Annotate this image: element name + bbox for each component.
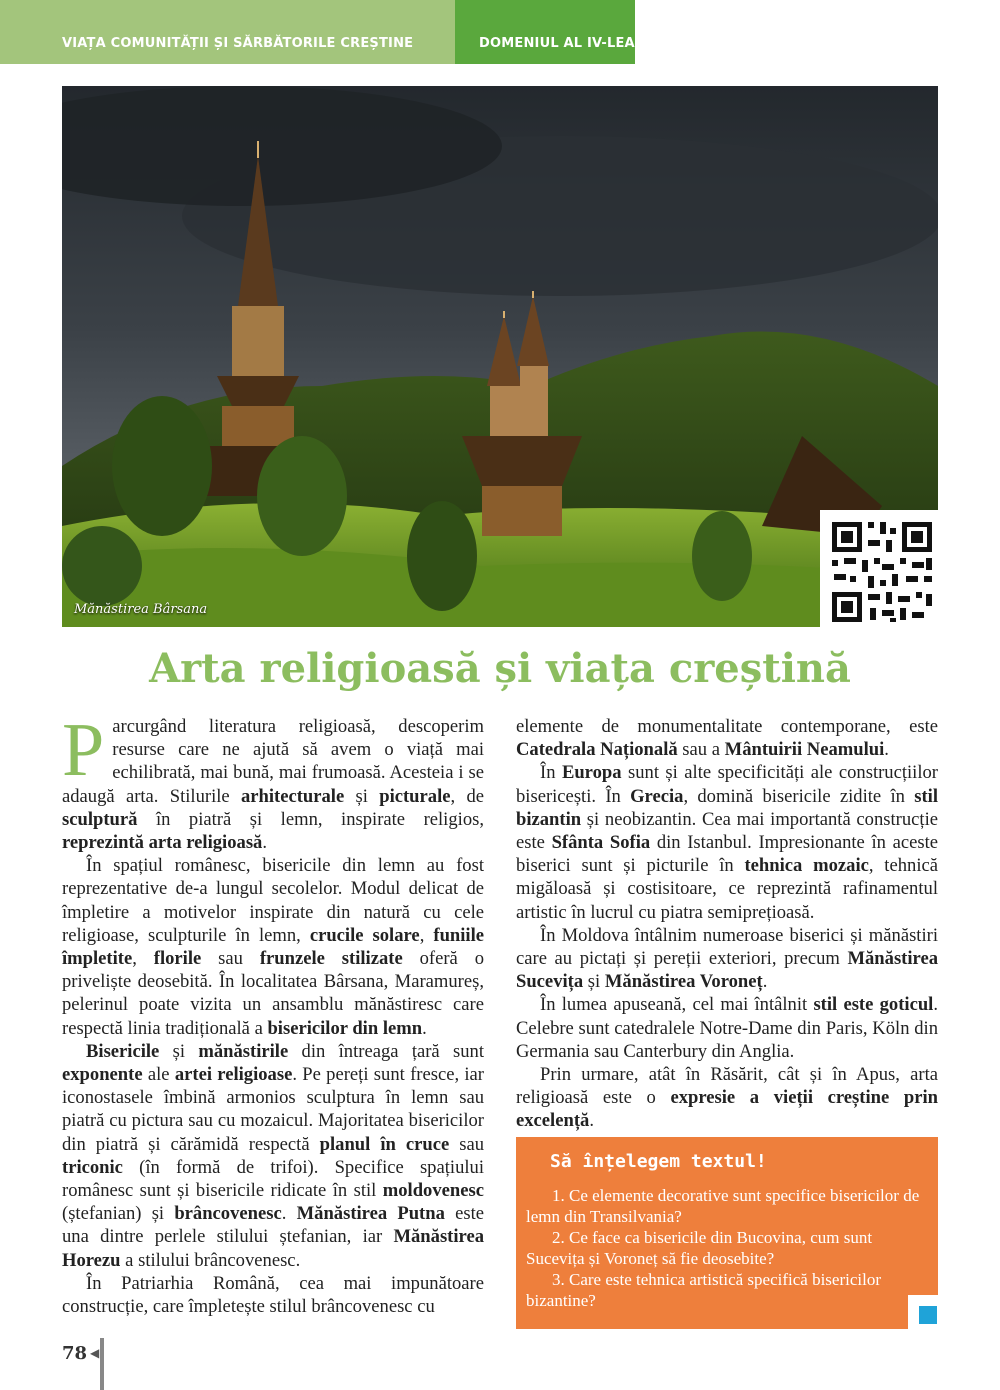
- bold-term: planul în cruce: [319, 1133, 450, 1155]
- bold-term: artei religioase: [174, 1064, 293, 1086]
- qr-code-icon: [820, 510, 944, 634]
- photo-caption: Mănăstirea Bârsana: [74, 602, 208, 617]
- text: . Celebre sunt catedralele Notre-Dame din Paris, Köln din Germania sau Canterbury din Anglia.: [516, 994, 938, 1062]
- text: și: [583, 971, 605, 993]
- bold-term: funiile împletite: [62, 924, 485, 970]
- text: ,: [419, 924, 434, 946]
- bold-term: moldovenesc: [382, 1180, 484, 1202]
- text: .: [262, 832, 268, 854]
- text: În Moldova întâlnim numeroase biserici și mănăstiri care au pictați și pereții exteriori, precum: [516, 924, 938, 970]
- text: sau: [201, 948, 260, 970]
- monastery-illustration: [62, 86, 938, 627]
- bold-term: Mănăstirea Putna: [296, 1203, 445, 1225]
- text: În: [540, 762, 562, 784]
- text: din întreaga țară sunt: [288, 1040, 484, 1062]
- questions-list: [526, 1185, 930, 1311]
- questions-title: Să înțelegem textul!: [550, 1151, 767, 1172]
- text: (ștefanian) și: [62, 1203, 175, 1225]
- text: .: [884, 739, 889, 761]
- text: sau: [449, 1133, 485, 1155]
- text: din Istanbul. Impresionante în aceste biserici sunt și picturile în: [516, 832, 938, 877]
- bold-term: bisericilor din lemn: [267, 1017, 423, 1039]
- bold-term: Mănăstirea Horezu: [62, 1226, 484, 1271]
- bold-term: mănăstirile: [198, 1040, 289, 1062]
- questions-box: [516, 1137, 938, 1329]
- text: În lumea apuseană, cel mai întâlnit: [540, 994, 814, 1016]
- bold-term: florile: [153, 948, 202, 970]
- text: oferă o priveliște deosebită. În localitatea Bârsana, Maramureș, pelerinul poate vizita un ansamblu mănăstiresc care respectă linia tradițională a: [62, 948, 484, 1039]
- paragraph-conclusion: [516, 1063, 938, 1133]
- text: . Pe pereți sunt fresce, iar iconostasele îmbină armonios sculptura în lemn sau piatră cu pictura sau cu mozaicul. Majoritatea bisericilor din piatră și cărămidă respectă: [62, 1064, 484, 1155]
- bold-term: frunzele stilizate: [259, 948, 403, 970]
- text: elemente de monumentalitate contemporane, este: [516, 716, 938, 737]
- text: în piatră și lemn, inspirate religios,: [137, 808, 484, 830]
- header-section-title: VIAȚA COMUNITĂȚII ȘI SĂRBĂTORILE CREȘTINE: [62, 36, 414, 51]
- bold-term: stil bizantin: [516, 785, 938, 830]
- bold-term: brâncovenesc: [174, 1203, 282, 1225]
- bold-term: tehnica mozaic: [744, 855, 869, 877]
- text: În spațiul românesc, bisericile din lemn au fost reprezentative de-a lungul secolelor. Modul delicat de împletire a motivelor inspirate din natură cu cele religioase, sculpturile în lemn,: [62, 855, 484, 946]
- paragraph-churches-monasteries: [62, 1040, 484, 1272]
- bold-term: Bisericile: [86, 1040, 160, 1062]
- bold-term: expresie a vieții creștine prin excelență: [516, 1087, 938, 1132]
- bold-term: Mănăstirea Voroneț: [604, 971, 763, 993]
- text: este una dintre perlele stilului ștefanian, iar: [62, 1203, 484, 1248]
- text: .: [422, 1017, 427, 1039]
- header-left-band: [0, 0, 455, 64]
- text: , tehnică migăloasă și costisitoare, ce reprezintă rafinamentul artistic în lucrul cu piatra semiprețioasă.: [516, 855, 938, 923]
- text: arcurgând literatura religioasă, descoperim resurse care ne ajută să avem o viață mai echilibrată, mai bună, mai frumoasă. Acesteia i se adaugă arta. Stilurile: [62, 716, 484, 807]
- question-item: 1. Ce elemente decorative sunt specifice bisericilor de lemn din Transilvania?: [526, 1186, 920, 1226]
- text: sunt și alte specificități ale construcțiilor bisericești. În: [516, 762, 938, 807]
- bold-term: Mântuirii Neamului: [724, 739, 885, 761]
- page-title: Arta religioasă și viața creștină: [149, 645, 851, 692]
- text: .: [762, 971, 768, 993]
- text: și: [344, 785, 380, 807]
- paragraph-wooden-churches: [62, 854, 484, 1040]
- text: și: [159, 1040, 199, 1062]
- bold-term: Mănăstirea Sucevița: [516, 948, 938, 993]
- page-arrow-icon: ◀: [90, 1346, 100, 1360]
- question-item: 3. Care este tehnica artistică specifică bisericilor bizantine?: [526, 1270, 881, 1310]
- header-right-band: [455, 0, 635, 64]
- square-marker-icon: [908, 1295, 948, 1335]
- bold-term: triconic: [62, 1156, 123, 1178]
- paragraph-gothic: [516, 993, 938, 1063]
- text: Prin urmare, atât în Răsărit, cât și în Apus, arta religioasă este o: [516, 1064, 938, 1109]
- bold-term: Catedrala Națională: [516, 739, 678, 761]
- right-text-column: [516, 715, 938, 1133]
- question-item: 2. Ce face ca bisericile din Bucovina, cum sunt Sucevița și Voroneț să fie deosebite?: [526, 1228, 873, 1268]
- text: , domină bisericile zidite în: [683, 785, 915, 807]
- text: , de: [450, 785, 484, 807]
- page-bar-divider: [100, 1338, 104, 1390]
- text: ale: [142, 1064, 175, 1086]
- text: (în formă de trifoi). Specifice spațiului românesc sunt și bisericile ridicate în stil: [62, 1156, 484, 1202]
- bold-term: crucile solare: [309, 924, 420, 946]
- bold-term: reprezintă arta religioasă: [62, 832, 263, 854]
- paragraph-moldova: [516, 924, 938, 994]
- monastery-photo: [62, 86, 938, 627]
- page-number: 78: [62, 1343, 88, 1364]
- qr-code[interactable]: [820, 510, 944, 634]
- header-domain-title: DOMENIUL AL IV-LEA: [479, 36, 635, 51]
- bold-term: picturale: [379, 785, 451, 807]
- text: ,: [132, 948, 154, 970]
- text: .: [589, 1110, 594, 1132]
- left-text-column: [62, 708, 485, 1318]
- drop-cap: P: [62, 708, 105, 792]
- text: și neobizantin. Cea mai importantă construcție este: [516, 808, 938, 854]
- bold-term: sculptură: [62, 808, 138, 830]
- bold-term: Sfânta Sofia: [551, 832, 651, 854]
- paragraph-intro: [62, 708, 484, 854]
- square-marker-inner: [919, 1306, 937, 1324]
- bold-term: Grecia: [630, 785, 684, 807]
- paragraph-cathedral: [516, 715, 938, 761]
- text: În Patriarhia Română, cea mai impunătoare construcție, care împletește stilul brâncovenesc cu: [62, 1272, 484, 1318]
- bold-term: Europa: [561, 762, 622, 784]
- text: .: [281, 1203, 297, 1225]
- paragraph-europe: [516, 761, 938, 923]
- paragraph-patriarchy: [62, 1272, 484, 1318]
- bold-term: arhitecturale: [240, 785, 345, 807]
- bold-term: stil este goticul: [813, 994, 934, 1016]
- bold-term: exponente: [62, 1064, 143, 1086]
- text: sau a: [677, 739, 725, 761]
- text: a stilului brâncovenesc.: [120, 1249, 301, 1271]
